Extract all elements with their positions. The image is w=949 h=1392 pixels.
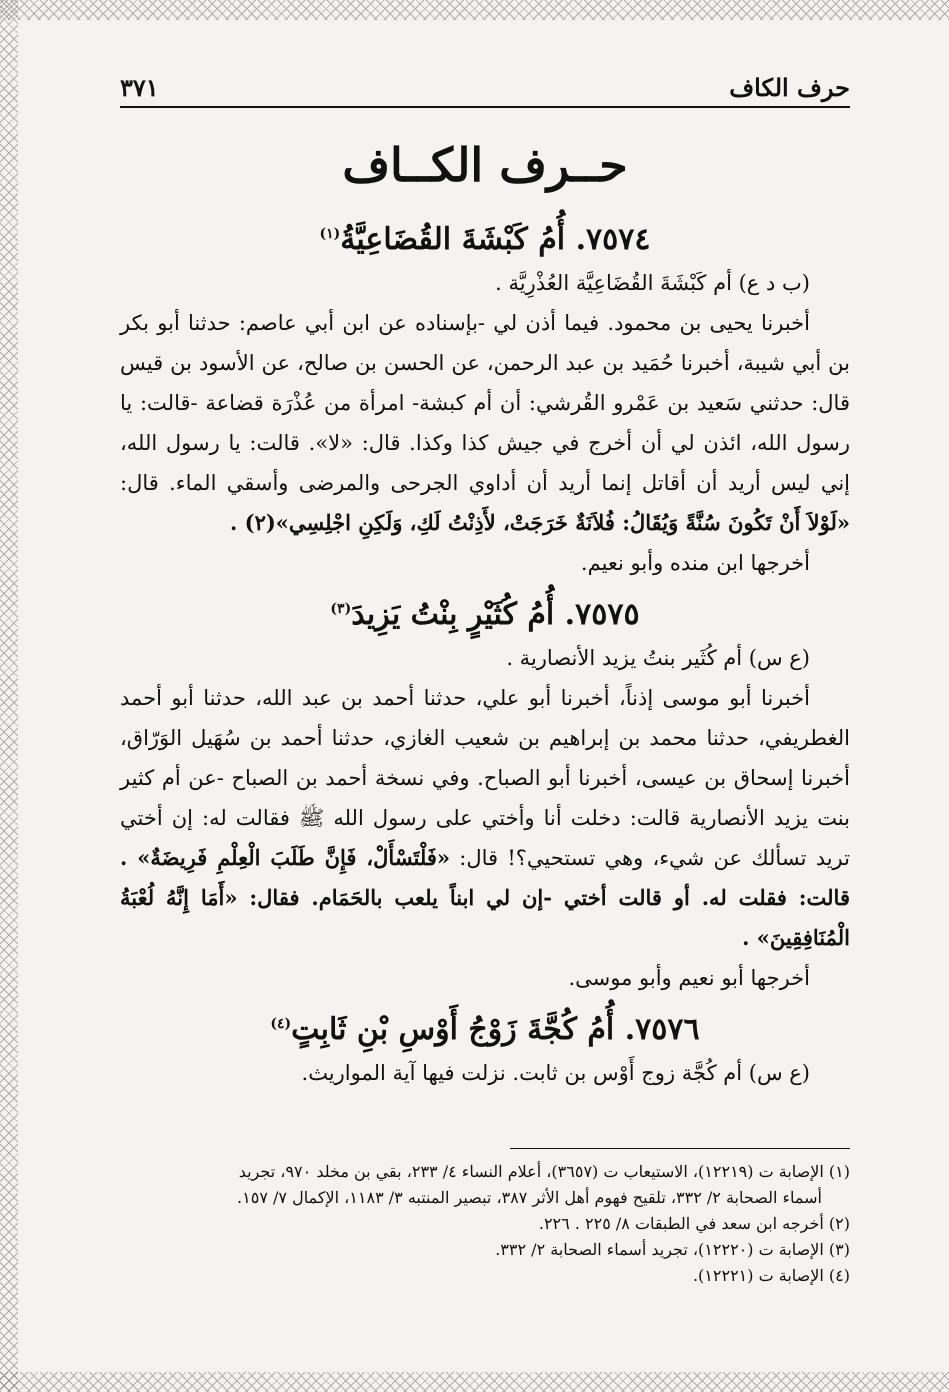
footnote-number: (٤) <box>828 1266 850 1285</box>
decorative-border-left <box>0 0 18 1392</box>
footnote-text: أخرجه ابن سعد في الطبقات ٨/ ٢٢٥ . ٢٢٦. <box>538 1214 824 1233</box>
footnote-number: (١) <box>828 1162 850 1181</box>
hadith-quote: «فَلْتَسْأَلْ، فَإِنَّ طَلَبَ الْعِلْمِ فَرِيضَةٌ» . قالت: فقلت له. أو قالت أختي -إن لي ابناً يلعب بالحَمَام. فقال: «أَمَا إِنَّهُ لُعْبَةُ الْمُنَافِقِينَ» . <box>120 845 850 950</box>
entry-intro: (ع س) أم كُجَّة زوج أَوْس بن ثابت. نزلت فيها آية المواريث. <box>301 1061 810 1085</box>
book-page <box>120 68 850 1358</box>
page-header <box>120 68 850 108</box>
chapter-title: حــرف الكــاف <box>342 138 628 192</box>
footnote-1-continued <box>120 1185 850 1211</box>
footnote-text: الإصابة ت (١٢٢١٩)، الاستيعاب ت (٣٦٥٧)، أعلام النساء ٤/ ٢٣٣، بقي بن مخلد ٩٧٠، تجريد <box>238 1162 824 1181</box>
footnote-number: (٢) <box>828 1214 850 1233</box>
footnotes <box>120 1148 850 1289</box>
footnote-3 <box>120 1237 850 1263</box>
footnote-4 <box>120 1263 850 1289</box>
entry-attribution: أخرجها أبو نعيم وأبو موسى. <box>568 966 810 990</box>
entry-heading <box>120 597 850 632</box>
entry-7575 <box>120 597 850 998</box>
footnote-ref: (١) <box>319 226 341 242</box>
entry-narration <box>120 678 850 958</box>
entry-intro: (ع س) أم كُثَير بنتُ يزيد الأنصارية . <box>506 646 810 670</box>
decorative-border-top <box>0 0 949 20</box>
entry-heading-text: ٧٥٧٤. أُمُ كَبْشَةَ القُضَاعِيَّةُ <box>340 222 651 257</box>
footnote-text: الإصابة ت (١٢٢٢١). <box>692 1266 824 1285</box>
entry-heading <box>120 1012 850 1047</box>
footnote-ref: (٤) <box>270 1016 292 1032</box>
footnote-1 <box>120 1159 850 1185</box>
entry-7576 <box>120 1012 850 1093</box>
footnote-number: (٣) <box>828 1240 850 1259</box>
running-title: حرف الكاف <box>729 73 850 102</box>
footnote-text: الإصابة ت (١٢٢٢٠)، تجريد أسماء الصحابة ٢/ ٣٣٢. <box>495 1240 824 1259</box>
entry-attribution: أخرجها ابن منده وأبو نعيم. <box>580 551 810 575</box>
footnote-text: أسماء الصحابة ٢/ ٣٣٢، تلقيح فهوم أهل الأثر ٣٨٧، تبصير المنتبه ٣/ ١١٨٣، الإكمال ٧/ ١٥٧. <box>237 1188 822 1207</box>
footnote-divider <box>510 1148 850 1149</box>
page-number: ٣٧١ <box>120 73 159 102</box>
entry-narration <box>120 303 850 543</box>
narration-text: أخبرنا يحيى بن محمود. فيما أذن لي -بإسناده عن ابن أبي عاصم: حدثنا أبو بكر بن أبي شيبة، أخبرنا حُمَيد بن عبد الرحمن، عن الحسن بن صالح، عن الأسود بن قيس قال: حدثني سَعيد بن عَمْرو القُرشي: أن أم كبشة- امرأة من عُذْرَة قضاعة -قالت: يا رسول الله، ائذن لي أن أخرج في جيش كذا وكذا. قال: «لا». قالت: يا رسول الله، إني ليس أريد أن أقاتل إنما أريد أن أداوي الجرحى والمرضى وأسقي الماء. قال: <box>120 311 850 495</box>
narration-text: أخبرنا أبو موسى إذناً، أخبرنا أبو علي، حدثنا أحمد بن عبد الله، حدثنا أبو أحمد الغطريفي، حدثنا محمد بن إبراهيم بن شعيب الغازي، حدثنا أحمد بن سُهَيل الوَرّاق، أخبرنا إسحاق بن عيسى، أخبرنا أبو الصباح. وفي نسخة أحمد بن الصباح -عن أم كثير بنت يزيد الأنصارية قالت: دخلت أنا وأختي على رسول الله ﷺ فقالت له: إن أختي تريد تسألك عن شيء، وهي تستحيي؟! قال: <box>120 686 850 870</box>
decorative-border-bottom <box>0 1372 949 1392</box>
entry-heading-text: ٧٥٧٥. أُمُ كُثَيْرٍ بِنْتُ يَزِيدَ <box>351 597 640 632</box>
footnote-2 <box>120 1211 850 1237</box>
entry-heading-text: ٧٥٧٦. أُمُ كُجَّةَ زَوْجُ أَوْسِ بْنِ ثَابِتٍ <box>291 1012 700 1047</box>
entry-heading <box>120 222 850 257</box>
entry-7574 <box>120 222 850 583</box>
entry-intro: (ب د ع) أم كَبْشَةَ القُضَاعِيَّة العُذْرِيَّة . <box>495 271 810 295</box>
footnote-ref: (٣) <box>330 601 352 617</box>
hadith-quote: «لَوْلاَ أَنْ تَكُونَ سُنَّةً وَيُقَالُ: فُلاَنَةٌ خَرَجَتْ، لأَذِنْتُ لَكِ، وَلَكِنِ اجْلِسِي»(٢) . <box>230 510 850 535</box>
